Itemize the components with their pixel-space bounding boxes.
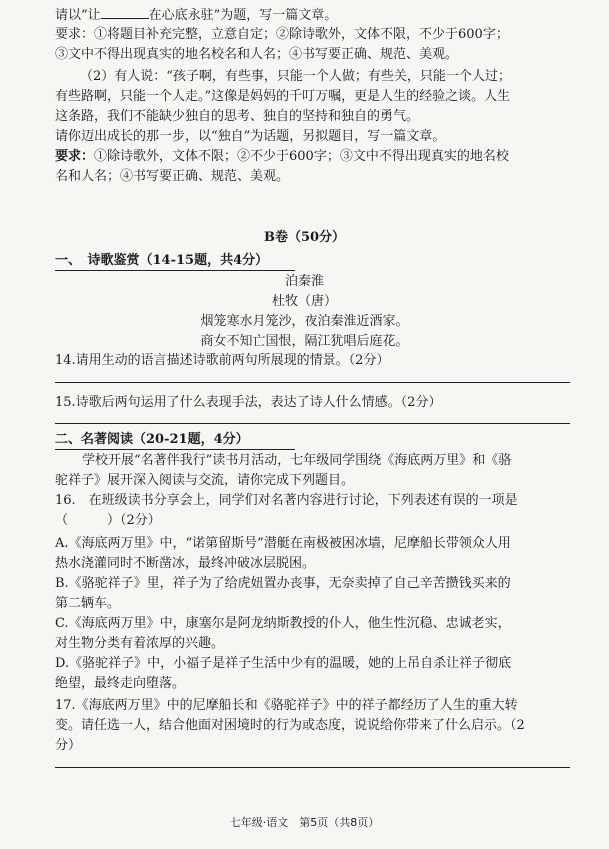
essay-prompt-2-requirements xyxy=(55,148,587,166)
heading-underline xyxy=(55,270,295,271)
prompt-text-pre: 请以“让 xyxy=(55,8,101,23)
heading-underline-2 xyxy=(55,449,295,450)
essay-prompt-1-title xyxy=(55,6,587,25)
essay-prompt-1-requirements-cont: ③文中不得出现真实的地名校名和人名；④书写要正确、规范、美观。 xyxy=(55,47,459,62)
question-17-cont: 变。请任选一人，结合他面对困境时的行为或态度，说说给你带来了什么启示。（2 xyxy=(55,718,525,733)
essay-prompt-2-text-cont2: 这条路，我们不能缺少独自的思考、独自的坚持和独自的勇气。 xyxy=(55,109,420,124)
poem-author: 杜牧（唐） xyxy=(271,294,337,309)
option-d-cont: 绝望，最终走向堕落。 xyxy=(55,676,186,691)
essay-prompt-2-requirements-cont: 名和人名；④书写要正确、规范、美观。 xyxy=(55,169,290,184)
essay-prompt-1-requirements: 要求：①将题目补充完整，立意自定；②除诗歌外，文体不限，不少于600字； xyxy=(55,27,509,42)
section-b-title: B卷（50分） xyxy=(263,230,346,245)
option-c: C.《海底两万里》中，康塞尔是阿龙纳斯教授的仆人，他生性沉稳、忠诚老实， xyxy=(55,616,511,631)
question-17-cont2: 分） xyxy=(55,738,82,753)
answer-line-15 xyxy=(55,423,570,424)
prompt-text-post: 在心底永驻”为题，写一篇文章。 xyxy=(148,8,338,23)
option-a-cont: 热水浇灌同时不断凿冰，最终冲破冰层脱困。 xyxy=(55,556,316,571)
option-b: B.《骆驼祥子》里，祥子为了给虎妞置办丧事，无奈卖掉了自己辛苦攒钱买来的 xyxy=(55,576,511,591)
essay-prompt-2-text: （2）有人说：“孩子啊，有些事，只能一个人做；有些关，只能一个人过； xyxy=(80,69,511,84)
question-14: 14.请用生动的语言描述诗歌前两句所展现的情景。（2分） xyxy=(55,353,390,368)
answer-line-17 xyxy=(55,767,570,768)
reading-intro: 学校开展“名著伴我行”读书月活动，七年级同学围绕《海底两万里》和《骆 xyxy=(82,453,512,468)
essay-prompt-2-text-cont: 有些路啊，只能一个人走。”这像是妈妈的千叮万嘱，更是人生的经验之谈。人生 xyxy=(55,89,511,104)
question-15: 15.诗歌后两句运用了什么表现手法，表达了诗人什么情感。（2分） xyxy=(55,395,442,410)
essay-prompt-2-instruction: 请你迈出成长的那一步，以“独自”为话题，另拟题目，写一篇文章。 xyxy=(55,129,446,144)
poem-line-2: 商女不知亡国恨，隔江犹唱后庭花。 xyxy=(200,334,409,349)
requirements-text: ①除诗歌外，文体不限；②不少于600字；③文中不得出现真实的地名校 xyxy=(94,149,509,164)
answer-line-14 xyxy=(55,382,570,383)
part1-heading: 一、 诗歌鉴赏（14-15题，共4分） xyxy=(55,253,269,268)
question-17: 17.《海底两万里》中的尼摩船长和《骆驼祥子》中的祥子都经历了人生的重大转 xyxy=(55,698,518,713)
part2-heading: 二、名著阅读（20-21题，4分） xyxy=(55,432,249,447)
option-d: D.《骆驼祥子》中，小福子是祥子生活中少有的温暖，她的上吊自杀让祥子彻底 xyxy=(55,656,512,671)
option-b-cont: 第二辆车。 xyxy=(55,596,121,611)
reading-intro-cont: 驼祥子》展开深入阅读与交流，请你完成下列题目。 xyxy=(55,473,355,488)
page-footer: 七年级·语文 第5页（共8页） xyxy=(229,816,380,829)
question-16-answer-bracket: （ ）（2分） xyxy=(55,513,161,528)
option-a: A.《海底两万里》中，“诺第留斯号”潜艇在南极被困冰墙，尼摩船长带领众人用 xyxy=(55,536,511,551)
fill-in-blank xyxy=(101,6,149,19)
question-16: 16. 在班级读书分享会上，同学们对名著内容进行讨论，下列表述有误的一项是 xyxy=(55,493,518,508)
option-c-cont: 对生物分类有着浓厚的兴趣。 xyxy=(55,636,225,651)
requirements-label: 要求： xyxy=(55,149,95,164)
poem-title: 泊秦淮 xyxy=(284,274,324,289)
poem-line-1: 烟笼寒水月笼沙，夜泊秦淮近酒家。 xyxy=(200,314,409,329)
